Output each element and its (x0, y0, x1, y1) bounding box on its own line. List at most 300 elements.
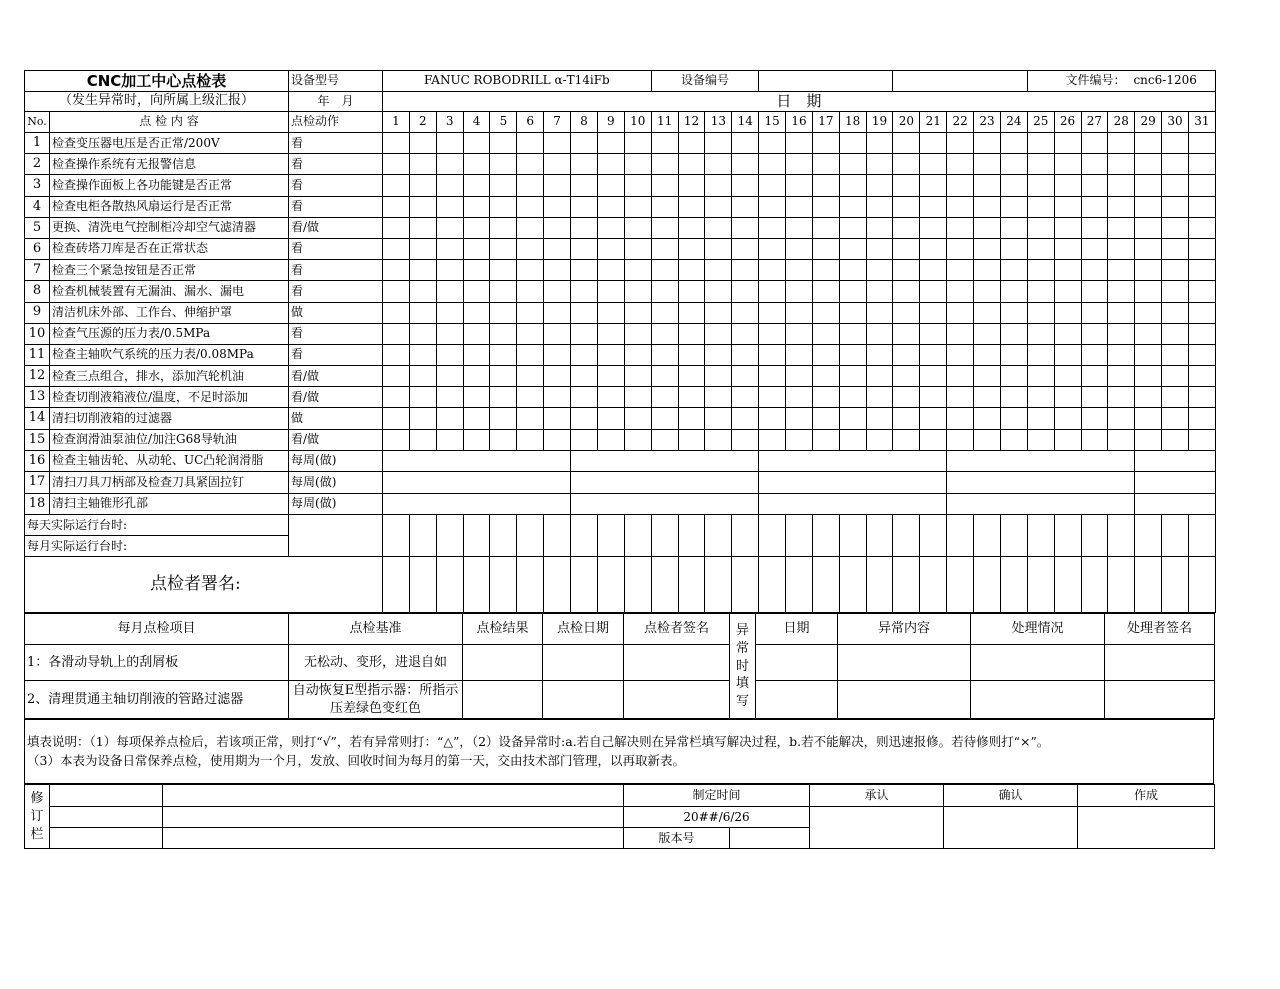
check-cell[interactable] (409, 154, 436, 175)
check-cell[interactable] (705, 154, 732, 175)
runtime-cell[interactable] (839, 515, 866, 557)
check-cell[interactable] (974, 302, 1001, 323)
check-cell[interactable] (974, 366, 1001, 387)
check-cell[interactable] (383, 133, 410, 154)
check-cell[interactable] (490, 344, 517, 365)
check-cell[interactable] (920, 238, 947, 259)
check-cell[interactable] (1081, 408, 1108, 429)
check-cell[interactable] (624, 196, 651, 217)
signature-cell[interactable] (812, 557, 839, 613)
check-cell[interactable] (1081, 260, 1108, 281)
check-cell[interactable] (759, 344, 786, 365)
check-cell[interactable] (436, 408, 463, 429)
check-cell[interactable] (1135, 175, 1162, 196)
check-cell[interactable] (893, 196, 920, 217)
check-cell[interactable] (678, 323, 705, 344)
check-cell[interactable] (624, 429, 651, 450)
check-cell[interactable] (1000, 260, 1027, 281)
check-cell[interactable] (1000, 366, 1027, 387)
signature-cell[interactable] (947, 557, 974, 613)
check-cell[interactable] (436, 323, 463, 344)
check-cell[interactable] (678, 196, 705, 217)
check-cell[interactable] (544, 154, 571, 175)
check-cell[interactable] (759, 323, 786, 344)
abnormal-fill-cell[interactable] (971, 645, 1105, 681)
signature-cell[interactable] (839, 557, 866, 613)
check-cell[interactable] (974, 217, 1001, 238)
check-cell[interactable] (893, 154, 920, 175)
check-cell[interactable] (1108, 323, 1135, 344)
runtime-cell[interactable] (759, 515, 786, 557)
check-cell[interactable] (651, 408, 678, 429)
check-cell[interactable] (920, 344, 947, 365)
check-cell[interactable] (1162, 302, 1189, 323)
check-cell[interactable] (705, 175, 732, 196)
signature-cell[interactable] (1162, 557, 1189, 613)
check-cell[interactable] (517, 217, 544, 238)
monthly-fill-cell[interactable] (624, 645, 730, 681)
check-cell[interactable] (463, 387, 490, 408)
check-cell[interactable] (839, 196, 866, 217)
check-cell[interactable] (409, 133, 436, 154)
check-cell[interactable] (463, 154, 490, 175)
check-cell[interactable] (1162, 366, 1189, 387)
check-cell[interactable] (1081, 323, 1108, 344)
revision-cell[interactable] (50, 807, 163, 828)
check-cell[interactable] (517, 429, 544, 450)
check-cell[interactable] (1081, 281, 1108, 302)
check-cell[interactable] (1162, 323, 1189, 344)
check-cell[interactable] (651, 429, 678, 450)
check-cell[interactable] (651, 133, 678, 154)
check-cell[interactable] (839, 217, 866, 238)
check-cell[interactable] (544, 217, 571, 238)
approve-sign-cell[interactable] (810, 807, 944, 849)
check-cell[interactable] (517, 133, 544, 154)
check-cell[interactable] (786, 323, 813, 344)
check-cell[interactable] (1108, 238, 1135, 259)
abnormal-fill-cell[interactable] (756, 645, 838, 681)
runtime-cell[interactable] (490, 515, 517, 557)
check-cell[interactable] (1054, 387, 1081, 408)
check-cell[interactable] (920, 323, 947, 344)
check-cell[interactable] (1188, 366, 1215, 387)
check-cell[interactable] (1000, 429, 1027, 450)
check-cell[interactable] (866, 366, 893, 387)
check-cell[interactable] (624, 154, 651, 175)
check-cell[interactable] (544, 175, 571, 196)
check-cell[interactable] (1108, 260, 1135, 281)
check-cell[interactable] (678, 238, 705, 259)
signature-cell[interactable] (1081, 557, 1108, 613)
check-cell[interactable] (974, 154, 1001, 175)
check-cell[interactable] (651, 238, 678, 259)
check-cell[interactable] (947, 196, 974, 217)
check-cell[interactable] (409, 429, 436, 450)
signature-cell[interactable] (490, 557, 517, 613)
check-cell[interactable] (893, 366, 920, 387)
abnormal-fill-cell[interactable] (838, 681, 971, 719)
check-cell[interactable] (1054, 408, 1081, 429)
signature-cell[interactable] (1188, 557, 1215, 613)
check-cell[interactable] (1027, 260, 1054, 281)
check-cell[interactable] (786, 281, 813, 302)
check-cell[interactable] (383, 344, 410, 365)
check-cell[interactable] (463, 175, 490, 196)
check-cell[interactable] (1135, 238, 1162, 259)
check-cell[interactable] (409, 175, 436, 196)
runtime-cell[interactable] (1027, 515, 1054, 557)
check-cell[interactable] (866, 323, 893, 344)
check-cell[interactable] (409, 323, 436, 344)
check-cell[interactable] (732, 260, 759, 281)
check-cell[interactable] (893, 344, 920, 365)
check-cell[interactable] (1054, 366, 1081, 387)
check-cell[interactable] (1135, 260, 1162, 281)
check-cell[interactable] (517, 366, 544, 387)
check-cell[interactable] (705, 217, 732, 238)
check-cell[interactable] (1108, 175, 1135, 196)
check-cell[interactable] (920, 154, 947, 175)
check-cell[interactable] (1135, 154, 1162, 175)
check-cell[interactable] (678, 175, 705, 196)
check-cell[interactable] (651, 260, 678, 281)
check-cell[interactable] (1054, 260, 1081, 281)
check-cell[interactable] (490, 196, 517, 217)
check-cell[interactable] (383, 281, 410, 302)
check-cell[interactable] (517, 154, 544, 175)
check-cell[interactable] (812, 196, 839, 217)
weekly-check-cell[interactable] (383, 472, 571, 494)
check-cell[interactable] (759, 260, 786, 281)
blank-header-cell[interactable] (893, 71, 1027, 92)
check-cell[interactable] (732, 154, 759, 175)
check-cell[interactable] (1188, 323, 1215, 344)
abnormal-fill-cell[interactable] (971, 681, 1105, 719)
check-cell[interactable] (678, 154, 705, 175)
check-cell[interactable] (571, 217, 598, 238)
runtime-cell[interactable] (1108, 515, 1135, 557)
check-cell[interactable] (732, 387, 759, 408)
check-cell[interactable] (1135, 408, 1162, 429)
runtime-cell[interactable] (409, 515, 436, 557)
weekly-check-cell[interactable] (947, 450, 1135, 472)
check-cell[interactable] (786, 387, 813, 408)
check-cell[interactable] (463, 429, 490, 450)
check-cell[interactable] (974, 408, 1001, 429)
check-cell[interactable] (624, 175, 651, 196)
check-cell[interactable] (732, 217, 759, 238)
check-cell[interactable] (866, 302, 893, 323)
check-cell[interactable] (1135, 302, 1162, 323)
revision-cell[interactable] (163, 828, 624, 849)
check-cell[interactable] (1188, 217, 1215, 238)
check-cell[interactable] (893, 408, 920, 429)
check-cell[interactable] (866, 196, 893, 217)
check-cell[interactable] (732, 323, 759, 344)
version-value-cell[interactable] (730, 828, 810, 849)
check-cell[interactable] (490, 366, 517, 387)
check-cell[interactable] (732, 366, 759, 387)
check-cell[interactable] (597, 302, 624, 323)
check-cell[interactable] (571, 408, 598, 429)
weekly-check-cell[interactable] (571, 472, 759, 494)
check-cell[interactable] (866, 429, 893, 450)
check-cell[interactable] (544, 387, 571, 408)
check-cell[interactable] (436, 387, 463, 408)
check-cell[interactable] (383, 260, 410, 281)
check-cell[interactable] (947, 175, 974, 196)
check-cell[interactable] (1188, 281, 1215, 302)
check-cell[interactable] (571, 196, 598, 217)
check-cell[interactable] (705, 281, 732, 302)
check-cell[interactable] (893, 323, 920, 344)
monthly-fill-cell[interactable] (543, 681, 624, 719)
check-cell[interactable] (624, 387, 651, 408)
check-cell[interactable] (1081, 387, 1108, 408)
check-cell[interactable] (597, 408, 624, 429)
check-cell[interactable] (812, 408, 839, 429)
check-cell[interactable] (1162, 344, 1189, 365)
check-cell[interactable] (463, 281, 490, 302)
check-cell[interactable] (920, 175, 947, 196)
check-cell[interactable] (1188, 387, 1215, 408)
check-cell[interactable] (947, 281, 974, 302)
check-cell[interactable] (1108, 196, 1135, 217)
check-cell[interactable] (893, 387, 920, 408)
check-cell[interactable] (947, 154, 974, 175)
check-cell[interactable] (490, 175, 517, 196)
check-cell[interactable] (947, 344, 974, 365)
check-cell[interactable] (732, 408, 759, 429)
check-cell[interactable] (839, 238, 866, 259)
check-cell[interactable] (812, 302, 839, 323)
check-cell[interactable] (624, 281, 651, 302)
check-cell[interactable] (786, 429, 813, 450)
check-cell[interactable] (1000, 196, 1027, 217)
check-cell[interactable] (678, 260, 705, 281)
check-cell[interactable] (866, 238, 893, 259)
check-cell[interactable] (1000, 217, 1027, 238)
signature-cell[interactable] (759, 557, 786, 613)
check-cell[interactable] (1108, 217, 1135, 238)
check-cell[interactable] (866, 154, 893, 175)
check-cell[interactable] (732, 302, 759, 323)
check-cell[interactable] (893, 302, 920, 323)
revision-cell[interactable] (163, 807, 624, 828)
monthly-fill-cell[interactable] (624, 681, 730, 719)
check-cell[interactable] (974, 281, 1001, 302)
abnormal-fill-cell[interactable] (1105, 645, 1215, 681)
check-cell[interactable] (1027, 133, 1054, 154)
check-cell[interactable] (490, 408, 517, 429)
check-cell[interactable] (947, 133, 974, 154)
check-cell[interactable] (597, 387, 624, 408)
check-cell[interactable] (866, 344, 893, 365)
check-cell[interactable] (571, 429, 598, 450)
check-cell[interactable] (974, 133, 1001, 154)
check-cell[interactable] (651, 323, 678, 344)
check-cell[interactable] (597, 133, 624, 154)
check-cell[interactable] (705, 387, 732, 408)
check-cell[interactable] (544, 429, 571, 450)
weekly-check-cell[interactable] (759, 472, 947, 494)
runtime-cell[interactable] (383, 515, 410, 557)
check-cell[interactable] (463, 238, 490, 259)
check-cell[interactable] (893, 429, 920, 450)
check-cell[interactable] (490, 387, 517, 408)
check-cell[interactable] (866, 133, 893, 154)
check-cell[interactable] (812, 366, 839, 387)
runtime-cell[interactable] (974, 515, 1001, 557)
check-cell[interactable] (490, 217, 517, 238)
check-cell[interactable] (624, 133, 651, 154)
check-cell[interactable] (678, 133, 705, 154)
check-cell[interactable] (786, 344, 813, 365)
check-cell[interactable] (947, 366, 974, 387)
check-cell[interactable] (866, 217, 893, 238)
check-cell[interactable] (1027, 302, 1054, 323)
runtime-cell[interactable] (1135, 515, 1162, 557)
check-cell[interactable] (544, 302, 571, 323)
check-cell[interactable] (436, 175, 463, 196)
check-cell[interactable] (920, 133, 947, 154)
check-cell[interactable] (490, 238, 517, 259)
check-cell[interactable] (1081, 366, 1108, 387)
check-cell[interactable] (732, 238, 759, 259)
check-cell[interactable] (624, 408, 651, 429)
check-cell[interactable] (571, 281, 598, 302)
check-cell[interactable] (651, 344, 678, 365)
check-cell[interactable] (1027, 196, 1054, 217)
check-cell[interactable] (1081, 429, 1108, 450)
check-cell[interactable] (1135, 196, 1162, 217)
check-cell[interactable] (1054, 429, 1081, 450)
check-cell[interactable] (1108, 366, 1135, 387)
check-cell[interactable] (1162, 175, 1189, 196)
check-cell[interactable] (597, 175, 624, 196)
check-cell[interactable] (1135, 344, 1162, 365)
weekly-check-cell[interactable] (1135, 472, 1216, 494)
check-cell[interactable] (409, 302, 436, 323)
check-cell[interactable] (759, 175, 786, 196)
runtime-cell[interactable] (947, 515, 974, 557)
check-cell[interactable] (839, 429, 866, 450)
check-cell[interactable] (974, 260, 1001, 281)
check-cell[interactable] (947, 260, 974, 281)
check-cell[interactable] (678, 366, 705, 387)
check-cell[interactable] (1000, 408, 1027, 429)
check-cell[interactable] (463, 133, 490, 154)
check-cell[interactable] (1162, 196, 1189, 217)
check-cell[interactable] (409, 238, 436, 259)
check-cell[interactable] (1135, 387, 1162, 408)
check-cell[interactable] (974, 196, 1001, 217)
check-cell[interactable] (1027, 154, 1054, 175)
runtime-blank[interactable] (289, 515, 383, 557)
check-cell[interactable] (1188, 408, 1215, 429)
signature-cell[interactable] (383, 557, 410, 613)
check-cell[interactable] (920, 366, 947, 387)
signature-cell[interactable] (544, 557, 571, 613)
check-cell[interactable] (1108, 429, 1135, 450)
check-cell[interactable] (678, 344, 705, 365)
check-cell[interactable] (1081, 154, 1108, 175)
check-cell[interactable] (1081, 238, 1108, 259)
check-cell[interactable] (947, 238, 974, 259)
check-cell[interactable] (920, 302, 947, 323)
check-cell[interactable] (1054, 196, 1081, 217)
check-cell[interactable] (571, 133, 598, 154)
check-cell[interactable] (1135, 281, 1162, 302)
check-cell[interactable] (597, 281, 624, 302)
check-cell[interactable] (571, 238, 598, 259)
check-cell[interactable] (517, 344, 544, 365)
check-cell[interactable] (786, 366, 813, 387)
check-cell[interactable] (1108, 302, 1135, 323)
check-cell[interactable] (1027, 429, 1054, 450)
check-cell[interactable] (1081, 217, 1108, 238)
check-cell[interactable] (651, 154, 678, 175)
runtime-cell[interactable] (893, 515, 920, 557)
check-cell[interactable] (383, 408, 410, 429)
check-cell[interactable] (409, 217, 436, 238)
check-cell[interactable] (409, 344, 436, 365)
check-cell[interactable] (517, 302, 544, 323)
check-cell[interactable] (1000, 387, 1027, 408)
check-cell[interactable] (436, 217, 463, 238)
runtime-cell[interactable] (1054, 515, 1081, 557)
signature-cell[interactable] (732, 557, 759, 613)
check-cell[interactable] (812, 217, 839, 238)
check-cell[interactable] (1135, 429, 1162, 450)
check-cell[interactable] (1054, 217, 1081, 238)
check-cell[interactable] (651, 196, 678, 217)
signature-cell[interactable] (463, 557, 490, 613)
check-cell[interactable] (705, 366, 732, 387)
runtime-cell[interactable] (597, 515, 624, 557)
weekly-check-cell[interactable] (947, 493, 1135, 515)
check-cell[interactable] (920, 260, 947, 281)
check-cell[interactable] (624, 302, 651, 323)
check-cell[interactable] (947, 323, 974, 344)
check-cell[interactable] (732, 344, 759, 365)
check-cell[interactable] (1108, 387, 1135, 408)
runtime-cell[interactable] (812, 515, 839, 557)
check-cell[interactable] (786, 238, 813, 259)
check-cell[interactable] (517, 260, 544, 281)
check-cell[interactable] (624, 217, 651, 238)
equip-no-value[interactable] (759, 71, 893, 92)
check-cell[interactable] (786, 260, 813, 281)
check-cell[interactable] (383, 323, 410, 344)
check-cell[interactable] (705, 196, 732, 217)
weekly-check-cell[interactable] (571, 493, 759, 515)
check-cell[interactable] (436, 260, 463, 281)
check-cell[interactable] (1000, 133, 1027, 154)
check-cell[interactable] (1054, 175, 1081, 196)
check-cell[interactable] (383, 387, 410, 408)
check-cell[interactable] (409, 281, 436, 302)
signature-cell[interactable] (1027, 557, 1054, 613)
check-cell[interactable] (463, 217, 490, 238)
check-cell[interactable] (920, 281, 947, 302)
check-cell[interactable] (1188, 196, 1215, 217)
signature-cell[interactable] (1108, 557, 1135, 613)
author-sign-cell[interactable] (1078, 807, 1215, 849)
check-cell[interactable] (839, 408, 866, 429)
abnormal-fill-cell[interactable] (756, 681, 838, 719)
